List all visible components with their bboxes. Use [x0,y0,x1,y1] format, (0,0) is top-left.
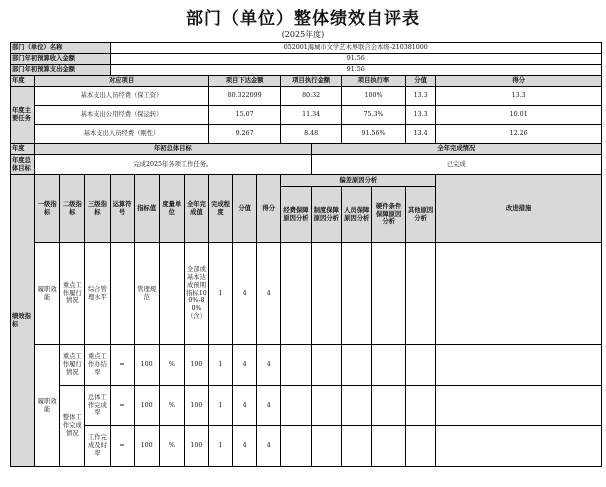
task-row-1-got: 13.3 [436,87,602,106]
perf-row-2-l2: 重点工作履行情况 [60,345,85,386]
col-annual-value: 全年完成值 [184,175,208,243]
perf-row-2-l1: 履职效能 [35,345,60,467]
perf-row-1-unit [159,243,184,345]
col-score: 分值 [405,76,435,87]
perf-row-2-dev-hardware [372,345,406,386]
goal-done-value: 已完成 [311,155,601,175]
task-row-1-budget: 80.322099 [208,87,280,106]
perf-row-2-got: 4 [257,345,281,386]
perf-row-3-dev-funding [281,386,311,426]
perf-row-3-unit: % [159,386,184,426]
task-row-1-rate: 100% [342,87,406,106]
perf-row-1-val: 管理规范 [134,243,159,345]
perf-row-1-got: 4 [257,243,281,345]
perf-row-4-val: 100 [134,426,159,467]
tasks-year-label: 年度 [11,76,35,87]
perf-row-2-score: 4 [233,345,257,386]
perf-row-4-dev-system [311,426,341,467]
col-dev-system: 制度保障原因分析 [311,187,341,243]
task-row-1-name: 基本支出人员经费（保工资） [35,87,209,106]
col-budget: 项目下达金额 [208,76,280,87]
perf-row-1-score: 4 [233,243,257,345]
perf-row-3-improve [436,386,602,426]
task-row-3-exec: 8.48 [281,125,342,144]
col-perf-got: 得分 [257,175,281,243]
task-row-1-exec: 80.32 [281,87,342,106]
perf-row-4-unit: % [159,426,184,467]
budget-expense-label: 部门年初预算支出金额 [11,65,111,76]
col-index-value: 指标值 [134,175,159,243]
perf-row-1-dev-funding [281,243,311,345]
perf-row-2-unit: % [159,345,184,386]
perf-row-2-dev-funding [281,345,311,386]
perf-row-2-l3: 重点工作办结率 [85,345,110,386]
perf-row-4-got: 4 [257,426,281,467]
task-row-3-got: 12.26 [436,125,602,144]
task-row-3-rate: 91.56% [342,125,406,144]
perf-row-2-degree: 1 [208,345,232,386]
initial-goal-value: 完成2025年各项工作任务。 [35,155,312,175]
perf-row-1-op [110,243,134,345]
task-row-2-name: 基本支出公用经费（保运转） [35,106,209,125]
year-label: (2025年度) [281,30,325,39]
perf-row-3-l3: 总体工作完成率 [85,386,110,426]
col-dev-hardware: 硬件条件保障原因分析 [372,187,406,243]
perf-row-4-dev-funding [281,426,311,467]
col-dev-funding: 经费保障原因分析 [281,187,311,243]
col-exec-rate: 项目执行率 [342,76,406,87]
col-project: 对应项目 [35,76,209,87]
col-goal-done: 全年完成情况 [311,144,601,155]
task-row-3-budget: 9.267 [208,125,280,144]
task-row-3-name: 基本支出人员经费（刚性） [35,125,209,144]
task-row-2-got: 10.01 [436,106,602,125]
col-got: 得分 [436,76,602,87]
perf-row-3-dev-staff [342,386,372,426]
tasks-main-label: 年度主要任务 [11,87,35,144]
task-row-2-score: 13.3 [405,106,435,125]
task-row-2-rate: 75.3% [342,106,406,125]
col-dev-other: 其他原因分析 [405,187,435,243]
perf-row-1-l3: 综合管理水平 [85,243,110,345]
col-level3: 三级指标 [85,175,110,243]
budget-expense-value: 91.56 [110,65,601,76]
perf-row-3-score: 4 [233,386,257,426]
perf-row-2-annual: 100 [184,345,208,386]
perf-row-4-degree: 1 [208,426,232,467]
perf-row-3-dev-other [405,386,435,426]
perf-row-1-annual: 全部或基本达成预期指标100%-80%（含） [184,243,208,345]
perf-row-1-l2: 重点工作履行情况 [60,243,85,345]
col-improve: 改进措施 [436,175,602,243]
task-row-3-score: 13.4 [405,125,435,144]
perf-row-2-improve [436,345,602,386]
perf-row-3-dev-system [311,386,341,426]
col-executed: 项目执行金额 [281,76,342,87]
perf-row-4-dev-staff [342,426,372,467]
task-row-2-exec: 11.34 [281,106,342,125]
perf-row-2-dev-other [405,345,435,386]
perf-row-2-val: 100 [134,345,159,386]
evaluation-table [10,42,602,467]
perf-row-4-dev-other [405,426,435,467]
perf-row-4-score: 4 [233,426,257,467]
unit-name-label: 部门（单位）名称 [11,43,111,54]
task-row-1-score: 13.3 [405,87,435,106]
perf-row-1-dev-system [311,243,341,345]
col-dev-staff: 人员保障原因分析 [342,187,372,243]
page-title: 部门（单位）整体绩效自评表 [186,9,420,29]
goals-year-label: 年度 [11,144,35,155]
perf-row-1-degree: 1 [208,243,232,345]
col-level2: 二级指标 [60,175,85,243]
goals-main-label: 年度总体目标 [11,155,35,175]
budget-income-label: 部门年初预算收入金额 [11,54,111,65]
col-operator: 运算符号 [110,175,134,243]
col-degree: 完成程度 [208,175,232,243]
perf-row-1-dev-hardware [372,243,406,345]
perf-row-3-l2: 整体工作完成情况 [60,386,85,467]
perf-row-1-l1: 履职效能 [35,243,60,345]
perf-row-1-improve [436,243,602,345]
perf-row-4-dev-hardware [372,426,406,467]
perf-label: 绩效指标 [11,175,35,467]
perf-row-2-dev-staff [342,345,372,386]
perf-row-3-val: 100 [134,386,159,426]
col-deviation: 偏差原因分析 [281,175,436,187]
col-initial-goal: 年初总体目标 [35,144,312,155]
perf-row-2-dev-system [311,345,341,386]
budget-income-value: 91.56 [110,54,601,65]
perf-row-3-degree: 1 [208,386,232,426]
perf-row-1-dev-other [405,243,435,345]
col-level1: 一级指标 [35,175,60,243]
perf-row-4-op: = [110,426,134,467]
task-row-2-budget: 15.07 [208,106,280,125]
perf-row-3-dev-hardware [372,386,406,426]
perf-row-3-op: = [110,386,134,426]
unit-name-value: 052001海城市文学艺术界联合会本级-210381000 [110,43,601,54]
perf-row-3-annual: 100 [184,386,208,426]
perf-row-4-improve [436,426,602,467]
perf-row-2-op: = [110,345,134,386]
col-perf-score: 分值 [233,175,257,243]
perf-row-1-dev-staff [342,243,372,345]
col-unit: 度量单位 [159,175,184,243]
perf-row-3-got: 4 [257,386,281,426]
perf-row-4-l3: 工作完成及时率 [85,426,110,467]
perf-row-4-annual: 100 [184,426,208,467]
